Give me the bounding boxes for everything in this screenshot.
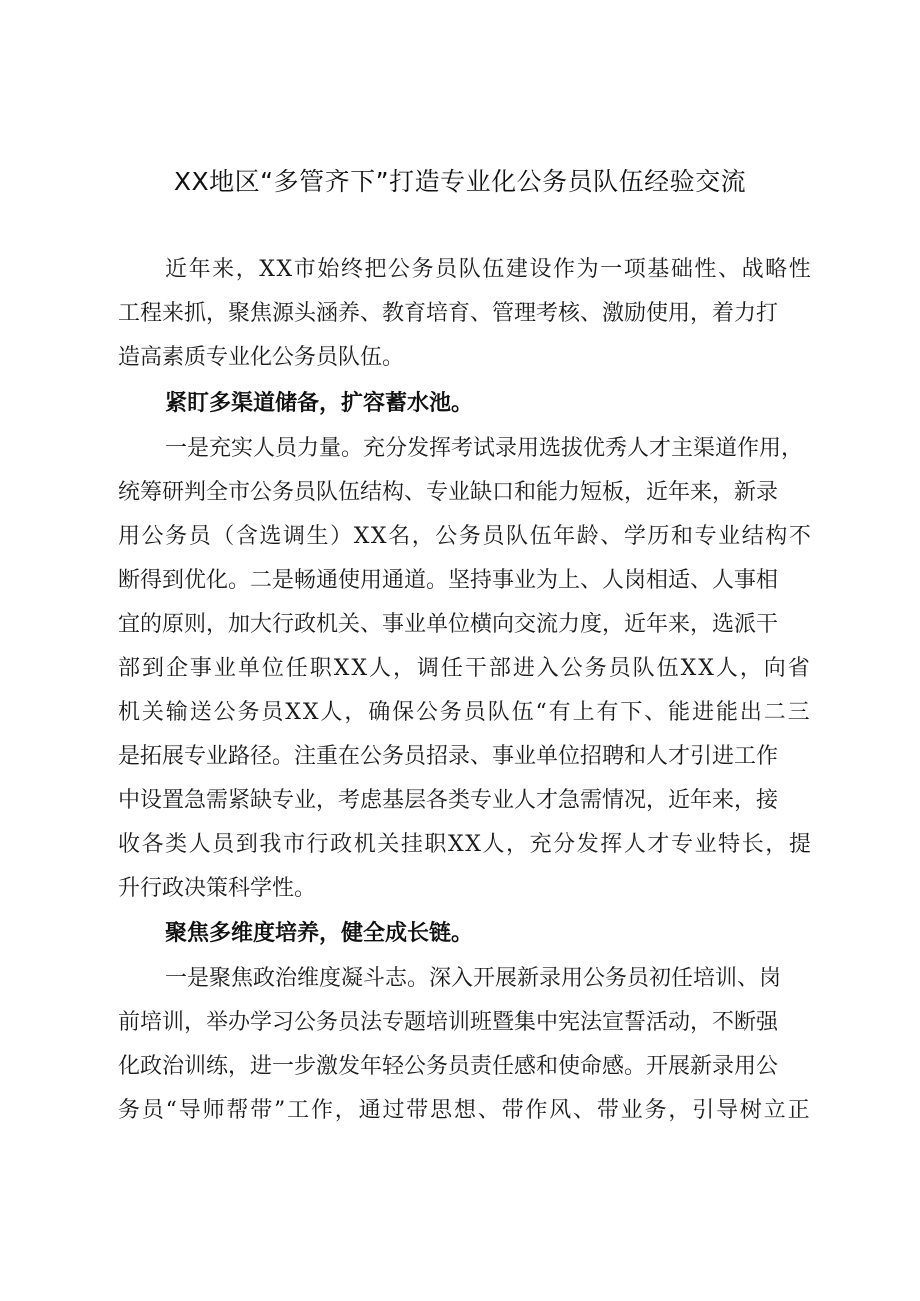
body-line: 用公务员（含选调生）XX名，公务员队伍年龄、学历和专业结构不 [118, 524, 813, 549]
body-line: 一是充实人员力量。充分发挥考试录用选拔优秀人才主渠道作用， [165, 436, 804, 461]
body-line: 化政治训练，进一步激发年轻公务员责任感和使命感。开展新录用公 [118, 1054, 779, 1079]
body-line: 一是聚焦政治维度凝斗志。深入开展新录用公务员初任培训、岗 [165, 966, 782, 991]
body-line: 是拓展专业路径。注重在公务员招录、事业单位招聘和人才引进工作 [118, 744, 779, 769]
body-line: 宜的原则，加大行政机关、事业单位横向交流力度，近年来，选派干 [118, 612, 779, 637]
body-line: 务员“导师帮带”工作，通过带思想、带作风、带业务，引导树立正 [118, 1098, 812, 1123]
body-line: 断得到优化。二是畅通使用通道。坚持事业为上、人岗相适、人事相 [118, 568, 779, 593]
document-title: XX地区“多管齐下”打造专业化公务员队伍经验交流 [173, 167, 747, 196]
intro-line: 近年来，XX市始终把公务员队伍建设作为一项基础性、战略性 [165, 257, 813, 282]
body-line: 统筹研判全市公务员队伍结构、专业缺口和能力短板，近年来，新录 [118, 480, 779, 505]
body-line: 机关输送公务员XX人，确保公务员队伍“有上有下、能进能出二三 [118, 700, 812, 725]
intro-line: 造高素质专业化公务员队伍。 [118, 345, 405, 370]
body-line: 升行政决策科学性。 [118, 876, 317, 901]
body-line: 部到企事业单位任职XX人，调任干部进入公务员队伍XX人，向省 [118, 656, 812, 681]
section-heading-training: 聚焦多维度培养，健全成长链。 [165, 921, 474, 946]
body-line: 前培训，举办学习公务员法专题培训班暨集中宪法宣誓活动，不断强 [118, 1010, 779, 1035]
section-heading-reserve: 紧盯多渠道储备，扩容蓄水池。 [165, 391, 474, 416]
body-line: 中设置急需紧缺专业，考虑基层各类专业人才急需情况，近年来，接 [118, 788, 779, 813]
intro-line: 工程来抓，聚焦源头涵养、教育培育、管理考核、激励使用，着力打 [118, 301, 779, 326]
body-line: 收各类人员到我市行政机关挂职XX人，充分发挥人才专业特长，提 [118, 832, 813, 857]
